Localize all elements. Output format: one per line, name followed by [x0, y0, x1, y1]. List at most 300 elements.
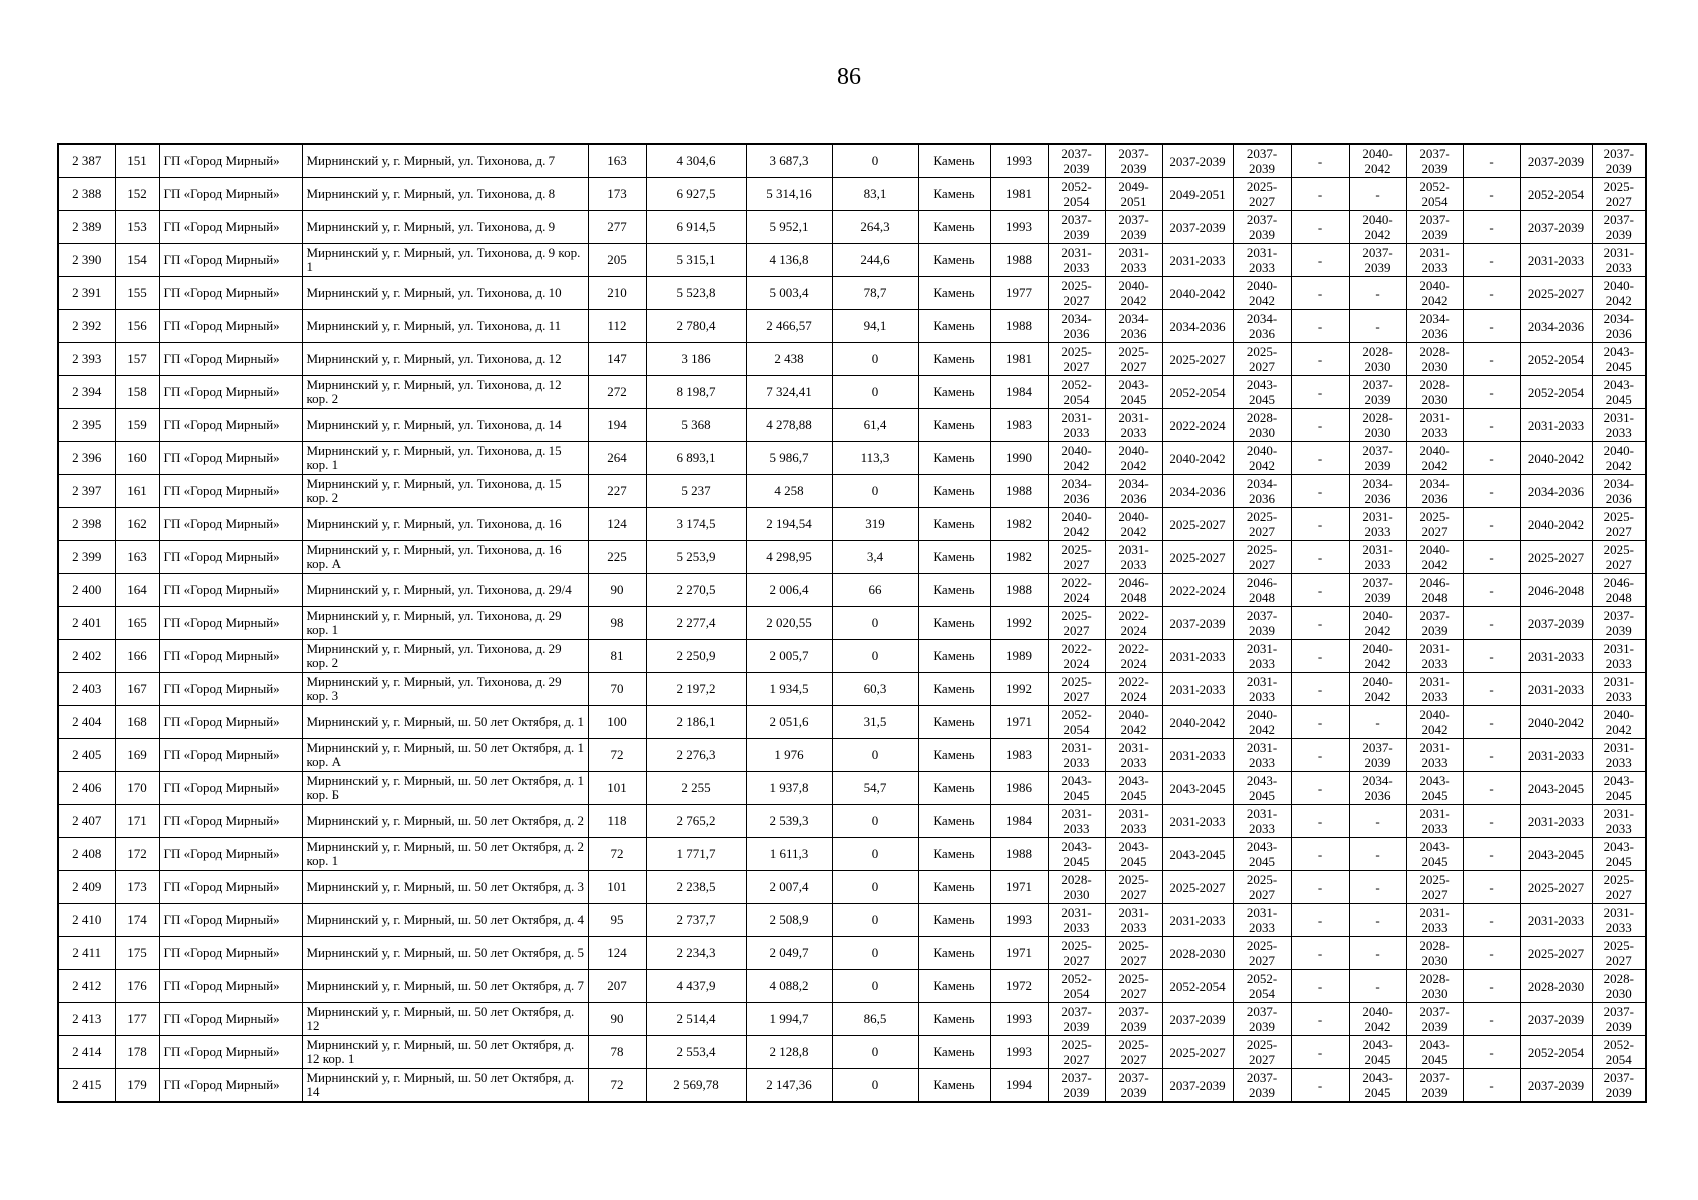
cell-term-5: -: [1291, 508, 1349, 541]
cell-total-area: 4 304,6: [646, 144, 746, 178]
cell-municipality: ГП «Город Мирный»: [159, 442, 302, 475]
cell-residents: 207: [588, 970, 646, 1003]
cell-row-number: 2 401: [58, 607, 115, 640]
cell-term-3: 2031-2033: [1162, 805, 1233, 838]
cell-living-area: 7 324,41: [746, 376, 832, 409]
cell-residents: 72: [588, 838, 646, 871]
cell-term-10: 2031-2033: [1592, 904, 1646, 937]
cell-list-number: 171: [115, 805, 159, 838]
cell-term-2: 2025-2027: [1105, 871, 1162, 904]
cell-total-area: 2 277,4: [646, 607, 746, 640]
cell-list-number: 173: [115, 871, 159, 904]
cell-term-1: 2031-2033: [1048, 739, 1105, 772]
cell-row-number: 2 409: [58, 871, 115, 904]
cell-term-5: -: [1291, 178, 1349, 211]
cell-term-10: 2040-2042: [1592, 277, 1646, 310]
cell-residents: 100: [588, 706, 646, 739]
cell-term-3: 2022-2024: [1162, 409, 1233, 442]
cell-term-1: 2025-2027: [1048, 1036, 1105, 1069]
cell-address: Мирнинский у, г. Мирный, ш. 50 лет Октября, д. 14: [302, 1069, 588, 1103]
cell-build-year: 1971: [990, 871, 1048, 904]
cell-municipality: ГП «Город Мирный»: [159, 970, 302, 1003]
cell-term-2: 2022-2024: [1105, 640, 1162, 673]
cell-residents: 72: [588, 739, 646, 772]
cell-address: Мирнинский у, г. Мирный, ш. 50 лет Октября, д. 12 кор. 1: [302, 1036, 588, 1069]
cell-wall-material: Камень: [918, 211, 990, 244]
cell-residents: 124: [588, 937, 646, 970]
cell-term-6: -: [1349, 871, 1406, 904]
cell-nonresidential-area: 319: [832, 508, 918, 541]
cell-build-year: 1971: [990, 706, 1048, 739]
cell-total-area: 2 514,4: [646, 1003, 746, 1036]
cell-term-1: 2025-2027: [1048, 937, 1105, 970]
table-row: [58, 310, 1646, 343]
cell-term-1: 2022-2024: [1048, 640, 1105, 673]
cell-term-7: 2028-2030: [1406, 970, 1463, 1003]
cell-term-7: 2031-2033: [1406, 673, 1463, 706]
cell-nonresidential-area: 244,6: [832, 244, 918, 277]
cell-list-number: 156: [115, 310, 159, 343]
cell-total-area: 5 237: [646, 475, 746, 508]
cell-total-area: 6 927,5: [646, 178, 746, 211]
cell-term-10: 2031-2033: [1592, 673, 1646, 706]
cell-term-9: 2025-2027: [1520, 541, 1592, 574]
cell-term-6: -: [1349, 838, 1406, 871]
cell-list-number: 165: [115, 607, 159, 640]
cell-term-2: 2037-2039: [1105, 144, 1162, 178]
cell-residents: 264: [588, 442, 646, 475]
cell-term-5: -: [1291, 937, 1349, 970]
cell-nonresidential-area: 0: [832, 640, 918, 673]
cell-term-4: 2025-2027: [1233, 871, 1291, 904]
cell-term-10: 2025-2027: [1592, 508, 1646, 541]
cell-term-10: 2040-2042: [1592, 706, 1646, 739]
cell-living-area: 2 005,7: [746, 640, 832, 673]
cell-term-1: 2025-2027: [1048, 673, 1105, 706]
cell-term-8: -: [1463, 607, 1520, 640]
cell-term-3: 2037-2039: [1162, 144, 1233, 178]
cell-nonresidential-area: 113,3: [832, 442, 918, 475]
cell-term-1: 2034-2036: [1048, 475, 1105, 508]
cell-nonresidential-area: 66: [832, 574, 918, 607]
cell-term-8: -: [1463, 772, 1520, 805]
table-row: [58, 1036, 1646, 1069]
cell-residents: 70: [588, 673, 646, 706]
cell-list-number: 177: [115, 1003, 159, 1036]
cell-nonresidential-area: 0: [832, 805, 918, 838]
cell-term-6: 2031-2033: [1349, 508, 1406, 541]
cell-term-1: 2025-2027: [1048, 343, 1105, 376]
cell-wall-material: Камень: [918, 706, 990, 739]
cell-address: Мирнинский у, г. Мирный, ул. Тихонова, д. 8: [302, 178, 588, 211]
cell-term-5: -: [1291, 673, 1349, 706]
cell-term-10: 2043-2045: [1592, 343, 1646, 376]
cell-wall-material: Камень: [918, 871, 990, 904]
cell-term-10: 2025-2027: [1592, 178, 1646, 211]
cell-address: Мирнинский у, г. Мирный, ш. 50 лет Октября, д. 5: [302, 937, 588, 970]
cell-term-3: 2040-2042: [1162, 706, 1233, 739]
cell-term-7: 2043-2045: [1406, 1036, 1463, 1069]
cell-municipality: ГП «Город Мирный»: [159, 772, 302, 805]
cell-nonresidential-area: 0: [832, 607, 918, 640]
cell-term-5: -: [1291, 772, 1349, 805]
cell-term-7: 2031-2033: [1406, 739, 1463, 772]
cell-living-area: 2 049,7: [746, 937, 832, 970]
cell-term-2: 2049-2051: [1105, 178, 1162, 211]
cell-term-2: 2022-2024: [1105, 673, 1162, 706]
cell-build-year: 1984: [990, 805, 1048, 838]
cell-list-number: 172: [115, 838, 159, 871]
cell-build-year: 1971: [990, 937, 1048, 970]
cell-term-10: 2025-2027: [1592, 937, 1646, 970]
cell-wall-material: Камень: [918, 475, 990, 508]
cell-term-8: -: [1463, 640, 1520, 673]
cell-total-area: 2 737,7: [646, 904, 746, 937]
cell-term-6: -: [1349, 178, 1406, 211]
cell-municipality: ГП «Город Мирный»: [159, 310, 302, 343]
cell-term-10: 2031-2033: [1592, 640, 1646, 673]
cell-row-number: 2 398: [58, 508, 115, 541]
cell-row-number: 2 404: [58, 706, 115, 739]
cell-address: Мирнинский у, г. Мирный, ш. 50 лет Октября, д. 1 кор. Б: [302, 772, 588, 805]
cell-term-6: 2037-2039: [1349, 376, 1406, 409]
cell-living-area: 2 051,6: [746, 706, 832, 739]
cell-term-5: -: [1291, 970, 1349, 1003]
cell-build-year: 1977: [990, 277, 1048, 310]
cell-address: Мирнинский у, г. Мирный, ш. 50 лет Октября, д. 1: [302, 706, 588, 739]
cell-build-year: 1982: [990, 508, 1048, 541]
cell-term-1: 2052-2054: [1048, 178, 1105, 211]
cell-term-3: 2043-2045: [1162, 838, 1233, 871]
cell-term-10: 2043-2045: [1592, 772, 1646, 805]
cell-wall-material: Камень: [918, 1036, 990, 1069]
cell-term-10: 2037-2039: [1592, 1069, 1646, 1103]
cell-term-3: 2025-2027: [1162, 508, 1233, 541]
table-row: [58, 144, 1646, 178]
cell-term-3: 2052-2054: [1162, 970, 1233, 1003]
cell-term-9: 2028-2030: [1520, 970, 1592, 1003]
cell-nonresidential-area: 0: [832, 871, 918, 904]
table-row: [58, 772, 1646, 805]
cell-term-2: 2031-2033: [1105, 244, 1162, 277]
table-row: [58, 574, 1646, 607]
cell-term-8: -: [1463, 970, 1520, 1003]
cell-term-6: 2043-2045: [1349, 1069, 1406, 1103]
cell-term-1: 2052-2054: [1048, 376, 1105, 409]
cell-address: Мирнинский у, г. Мирный, ул. Тихонова, д. 10: [302, 277, 588, 310]
cell-term-1: 2031-2033: [1048, 244, 1105, 277]
cell-term-6: 2040-2042: [1349, 211, 1406, 244]
cell-nonresidential-area: 0: [832, 475, 918, 508]
cell-term-6: 2031-2033: [1349, 541, 1406, 574]
cell-living-area: 2 539,3: [746, 805, 832, 838]
cell-wall-material: Камень: [918, 640, 990, 673]
cell-term-4: 2031-2033: [1233, 640, 1291, 673]
cell-build-year: 1988: [990, 475, 1048, 508]
cell-nonresidential-area: 264,3: [832, 211, 918, 244]
cell-term-6: 2043-2045: [1349, 1036, 1406, 1069]
cell-term-5: -: [1291, 1003, 1349, 1036]
cell-term-3: 2034-2036: [1162, 475, 1233, 508]
cell-address: Мирнинский у, г. Мирный, ш. 50 лет Октября, д. 7: [302, 970, 588, 1003]
cell-residents: 101: [588, 772, 646, 805]
table-row: [58, 475, 1646, 508]
cell-build-year: 1988: [990, 838, 1048, 871]
cell-term-3: 2040-2042: [1162, 442, 1233, 475]
cell-term-8: -: [1463, 739, 1520, 772]
cell-list-number: 155: [115, 277, 159, 310]
cell-living-area: 2 508,9: [746, 904, 832, 937]
cell-term-2: 2037-2039: [1105, 1069, 1162, 1103]
cell-municipality: ГП «Город Мирный»: [159, 343, 302, 376]
cell-term-7: 2031-2033: [1406, 409, 1463, 442]
cell-living-area: 4 136,8: [746, 244, 832, 277]
cell-term-10: 2031-2033: [1592, 739, 1646, 772]
cell-address: Мирнинский у, г. Мирный, ш. 50 лет Октября, д. 2 кор. 1: [302, 838, 588, 871]
cell-list-number: 158: [115, 376, 159, 409]
cell-municipality: ГП «Город Мирный»: [159, 937, 302, 970]
cell-term-5: -: [1291, 1069, 1349, 1103]
cell-list-number: 174: [115, 904, 159, 937]
cell-residents: 78: [588, 1036, 646, 1069]
cell-wall-material: Камень: [918, 970, 990, 1003]
cell-term-10: 2037-2039: [1592, 211, 1646, 244]
cell-term-6: -: [1349, 937, 1406, 970]
cell-term-5: -: [1291, 871, 1349, 904]
cell-living-area: 5 314,16: [746, 178, 832, 211]
cell-term-5: -: [1291, 805, 1349, 838]
cell-living-area: 2 006,4: [746, 574, 832, 607]
cell-term-3: 2052-2054: [1162, 376, 1233, 409]
cell-build-year: 1992: [990, 607, 1048, 640]
cell-term-1: 2040-2042: [1048, 508, 1105, 541]
cell-term-5: -: [1291, 541, 1349, 574]
cell-row-number: 2 391: [58, 277, 115, 310]
cell-residents: 147: [588, 343, 646, 376]
table-row: [58, 970, 1646, 1003]
table-row: [58, 739, 1646, 772]
cell-term-8: -: [1463, 178, 1520, 211]
cell-row-number: 2 415: [58, 1069, 115, 1103]
table-row: [58, 1069, 1646, 1103]
cell-term-9: 2040-2042: [1520, 706, 1592, 739]
cell-address: Мирнинский у, г. Мирный, ул. Тихонова, д. 29 кор. 1: [302, 607, 588, 640]
cell-address: Мирнинский у, г. Мирный, ш. 50 лет Октября, д. 12: [302, 1003, 588, 1036]
cell-term-1: 2028-2030: [1048, 871, 1105, 904]
cell-wall-material: Камень: [918, 607, 990, 640]
table-row: [58, 409, 1646, 442]
cell-list-number: 178: [115, 1036, 159, 1069]
table-row: [58, 508, 1646, 541]
cell-term-5: -: [1291, 244, 1349, 277]
cell-term-4: 2034-2036: [1233, 475, 1291, 508]
cell-list-number: 157: [115, 343, 159, 376]
cell-municipality: ГП «Город Мирный»: [159, 475, 302, 508]
table-row: [58, 343, 1646, 376]
cell-residents: 194: [588, 409, 646, 442]
table-row: [58, 211, 1646, 244]
cell-term-2: 2040-2042: [1105, 442, 1162, 475]
cell-term-5: -: [1291, 739, 1349, 772]
cell-wall-material: Камень: [918, 838, 990, 871]
cell-row-number: 2 408: [58, 838, 115, 871]
cell-term-9: 2052-2054: [1520, 376, 1592, 409]
cell-municipality: ГП «Город Мирный»: [159, 244, 302, 277]
cell-nonresidential-area: 0: [832, 144, 918, 178]
cell-wall-material: Камень: [918, 904, 990, 937]
cell-term-1: 2022-2024: [1048, 574, 1105, 607]
cell-municipality: ГП «Город Мирный»: [159, 211, 302, 244]
cell-address: Мирнинский у, г. Мирный, ул. Тихонова, д. 16 кор. А: [302, 541, 588, 574]
cell-term-3: 2037-2039: [1162, 607, 1233, 640]
cell-address: Мирнинский у, г. Мирный, ул. Тихонова, д. 12 кор. 2: [302, 376, 588, 409]
cell-term-2: 2025-2027: [1105, 970, 1162, 1003]
cell-living-area: 1 611,3: [746, 838, 832, 871]
cell-residents: 90: [588, 1003, 646, 1036]
cell-row-number: 2 410: [58, 904, 115, 937]
cell-list-number: 162: [115, 508, 159, 541]
cell-municipality: ГП «Город Мирный»: [159, 1069, 302, 1103]
cell-term-7: 2031-2033: [1406, 640, 1463, 673]
cell-term-7: 2034-2036: [1406, 310, 1463, 343]
table-row: [58, 673, 1646, 706]
cell-list-number: 167: [115, 673, 159, 706]
table-row: [58, 541, 1646, 574]
cell-living-area: 5 986,7: [746, 442, 832, 475]
cell-term-2: 2037-2039: [1105, 1003, 1162, 1036]
cell-living-area: 2 466,57: [746, 310, 832, 343]
cell-term-9: 2040-2042: [1520, 508, 1592, 541]
cell-residents: 210: [588, 277, 646, 310]
cell-term-9: 2043-2045: [1520, 838, 1592, 871]
cell-build-year: 1992: [990, 673, 1048, 706]
cell-municipality: ГП «Город Мирный»: [159, 1003, 302, 1036]
cell-municipality: ГП «Город Мирный»: [159, 706, 302, 739]
cell-term-3: 2037-2039: [1162, 1069, 1233, 1103]
cell-total-area: 2 250,9: [646, 640, 746, 673]
cell-nonresidential-area: 0: [832, 937, 918, 970]
cell-term-1: 2034-2036: [1048, 310, 1105, 343]
cell-term-8: -: [1463, 310, 1520, 343]
cell-wall-material: Камень: [918, 376, 990, 409]
table-row: [58, 607, 1646, 640]
cell-term-5: -: [1291, 838, 1349, 871]
cell-term-7: 2040-2042: [1406, 442, 1463, 475]
cell-term-5: -: [1291, 640, 1349, 673]
cell-term-1: 2031-2033: [1048, 904, 1105, 937]
cell-wall-material: Камень: [918, 937, 990, 970]
cell-list-number: 169: [115, 739, 159, 772]
cell-term-4: 2025-2027: [1233, 178, 1291, 211]
cell-term-10: 2037-2039: [1592, 1003, 1646, 1036]
table-row: [58, 937, 1646, 970]
cell-term-8: -: [1463, 937, 1520, 970]
cell-total-area: 2 186,1: [646, 706, 746, 739]
cell-municipality: ГП «Город Мирный»: [159, 739, 302, 772]
cell-address: Мирнинский у, г. Мирный, ул. Тихонова, д. 9 кор. 1: [302, 244, 588, 277]
cell-wall-material: Камень: [918, 178, 990, 211]
cell-term-9: 2046-2048: [1520, 574, 1592, 607]
cell-term-3: 2037-2039: [1162, 211, 1233, 244]
cell-term-5: -: [1291, 574, 1349, 607]
cell-term-8: -: [1463, 673, 1520, 706]
cell-term-4: 2031-2033: [1233, 805, 1291, 838]
cell-nonresidential-area: 78,7: [832, 277, 918, 310]
cell-term-3: 2025-2027: [1162, 871, 1233, 904]
cell-list-number: 179: [115, 1069, 159, 1103]
cell-build-year: 1981: [990, 343, 1048, 376]
cell-term-1: 2052-2054: [1048, 970, 1105, 1003]
cell-address: Мирнинский у, г. Мирный, ул. Тихонова, д. 15 кор. 2: [302, 475, 588, 508]
cell-term-8: -: [1463, 904, 1520, 937]
cell-term-10: 2046-2048: [1592, 574, 1646, 607]
table-row: [58, 244, 1646, 277]
cell-nonresidential-area: 60,3: [832, 673, 918, 706]
cell-term-10: 2031-2033: [1592, 244, 1646, 277]
cell-term-8: -: [1463, 409, 1520, 442]
cell-residents: 227: [588, 475, 646, 508]
cell-term-9: 2043-2045: [1520, 772, 1592, 805]
cell-municipality: ГП «Город Мирный»: [159, 541, 302, 574]
table-row: [58, 1003, 1646, 1036]
cell-nonresidential-area: 94,1: [832, 310, 918, 343]
cell-municipality: ГП «Город Мирный»: [159, 144, 302, 178]
cell-address: Мирнинский у, г. Мирный, ул. Тихонова, д. 29/4: [302, 574, 588, 607]
cell-residents: 163: [588, 144, 646, 178]
cell-term-8: -: [1463, 244, 1520, 277]
cell-list-number: 161: [115, 475, 159, 508]
table-row: [58, 178, 1646, 211]
cell-living-area: 2 438: [746, 343, 832, 376]
cell-nonresidential-area: 0: [832, 1036, 918, 1069]
cell-term-2: 2031-2033: [1105, 409, 1162, 442]
cell-nonresidential-area: 0: [832, 343, 918, 376]
cell-row-number: 2 389: [58, 211, 115, 244]
cell-living-area: 4 088,2: [746, 970, 832, 1003]
cell-total-area: 5 253,9: [646, 541, 746, 574]
cell-term-9: 2031-2033: [1520, 244, 1592, 277]
cell-list-number: 164: [115, 574, 159, 607]
cell-row-number: 2 393: [58, 343, 115, 376]
cell-term-3: 2031-2033: [1162, 739, 1233, 772]
cell-term-6: 2037-2039: [1349, 244, 1406, 277]
cell-row-number: 2 411: [58, 937, 115, 970]
cell-term-7: 2037-2039: [1406, 1069, 1463, 1103]
cell-term-8: -: [1463, 508, 1520, 541]
cell-term-2: 2040-2042: [1105, 706, 1162, 739]
cell-term-5: -: [1291, 409, 1349, 442]
cell-wall-material: Камень: [918, 739, 990, 772]
cell-term-6: -: [1349, 904, 1406, 937]
cell-term-4: 2040-2042: [1233, 277, 1291, 310]
cell-term-4: 2043-2045: [1233, 772, 1291, 805]
cell-living-area: 1 976: [746, 739, 832, 772]
cell-term-2: 2043-2045: [1105, 838, 1162, 871]
cell-term-2: 2046-2048: [1105, 574, 1162, 607]
cell-term-9: 2025-2027: [1520, 871, 1592, 904]
cell-term-9: 2052-2054: [1520, 1036, 1592, 1069]
cell-term-9: 2031-2033: [1520, 739, 1592, 772]
cell-list-number: 151: [115, 144, 159, 178]
cell-wall-material: Камень: [918, 1003, 990, 1036]
cell-term-3: 2037-2039: [1162, 1003, 1233, 1036]
cell-term-5: -: [1291, 343, 1349, 376]
cell-term-3: 2031-2033: [1162, 244, 1233, 277]
cell-row-number: 2 406: [58, 772, 115, 805]
cell-total-area: 2 255: [646, 772, 746, 805]
cell-residents: 95: [588, 904, 646, 937]
registry-table: [57, 143, 1647, 1103]
